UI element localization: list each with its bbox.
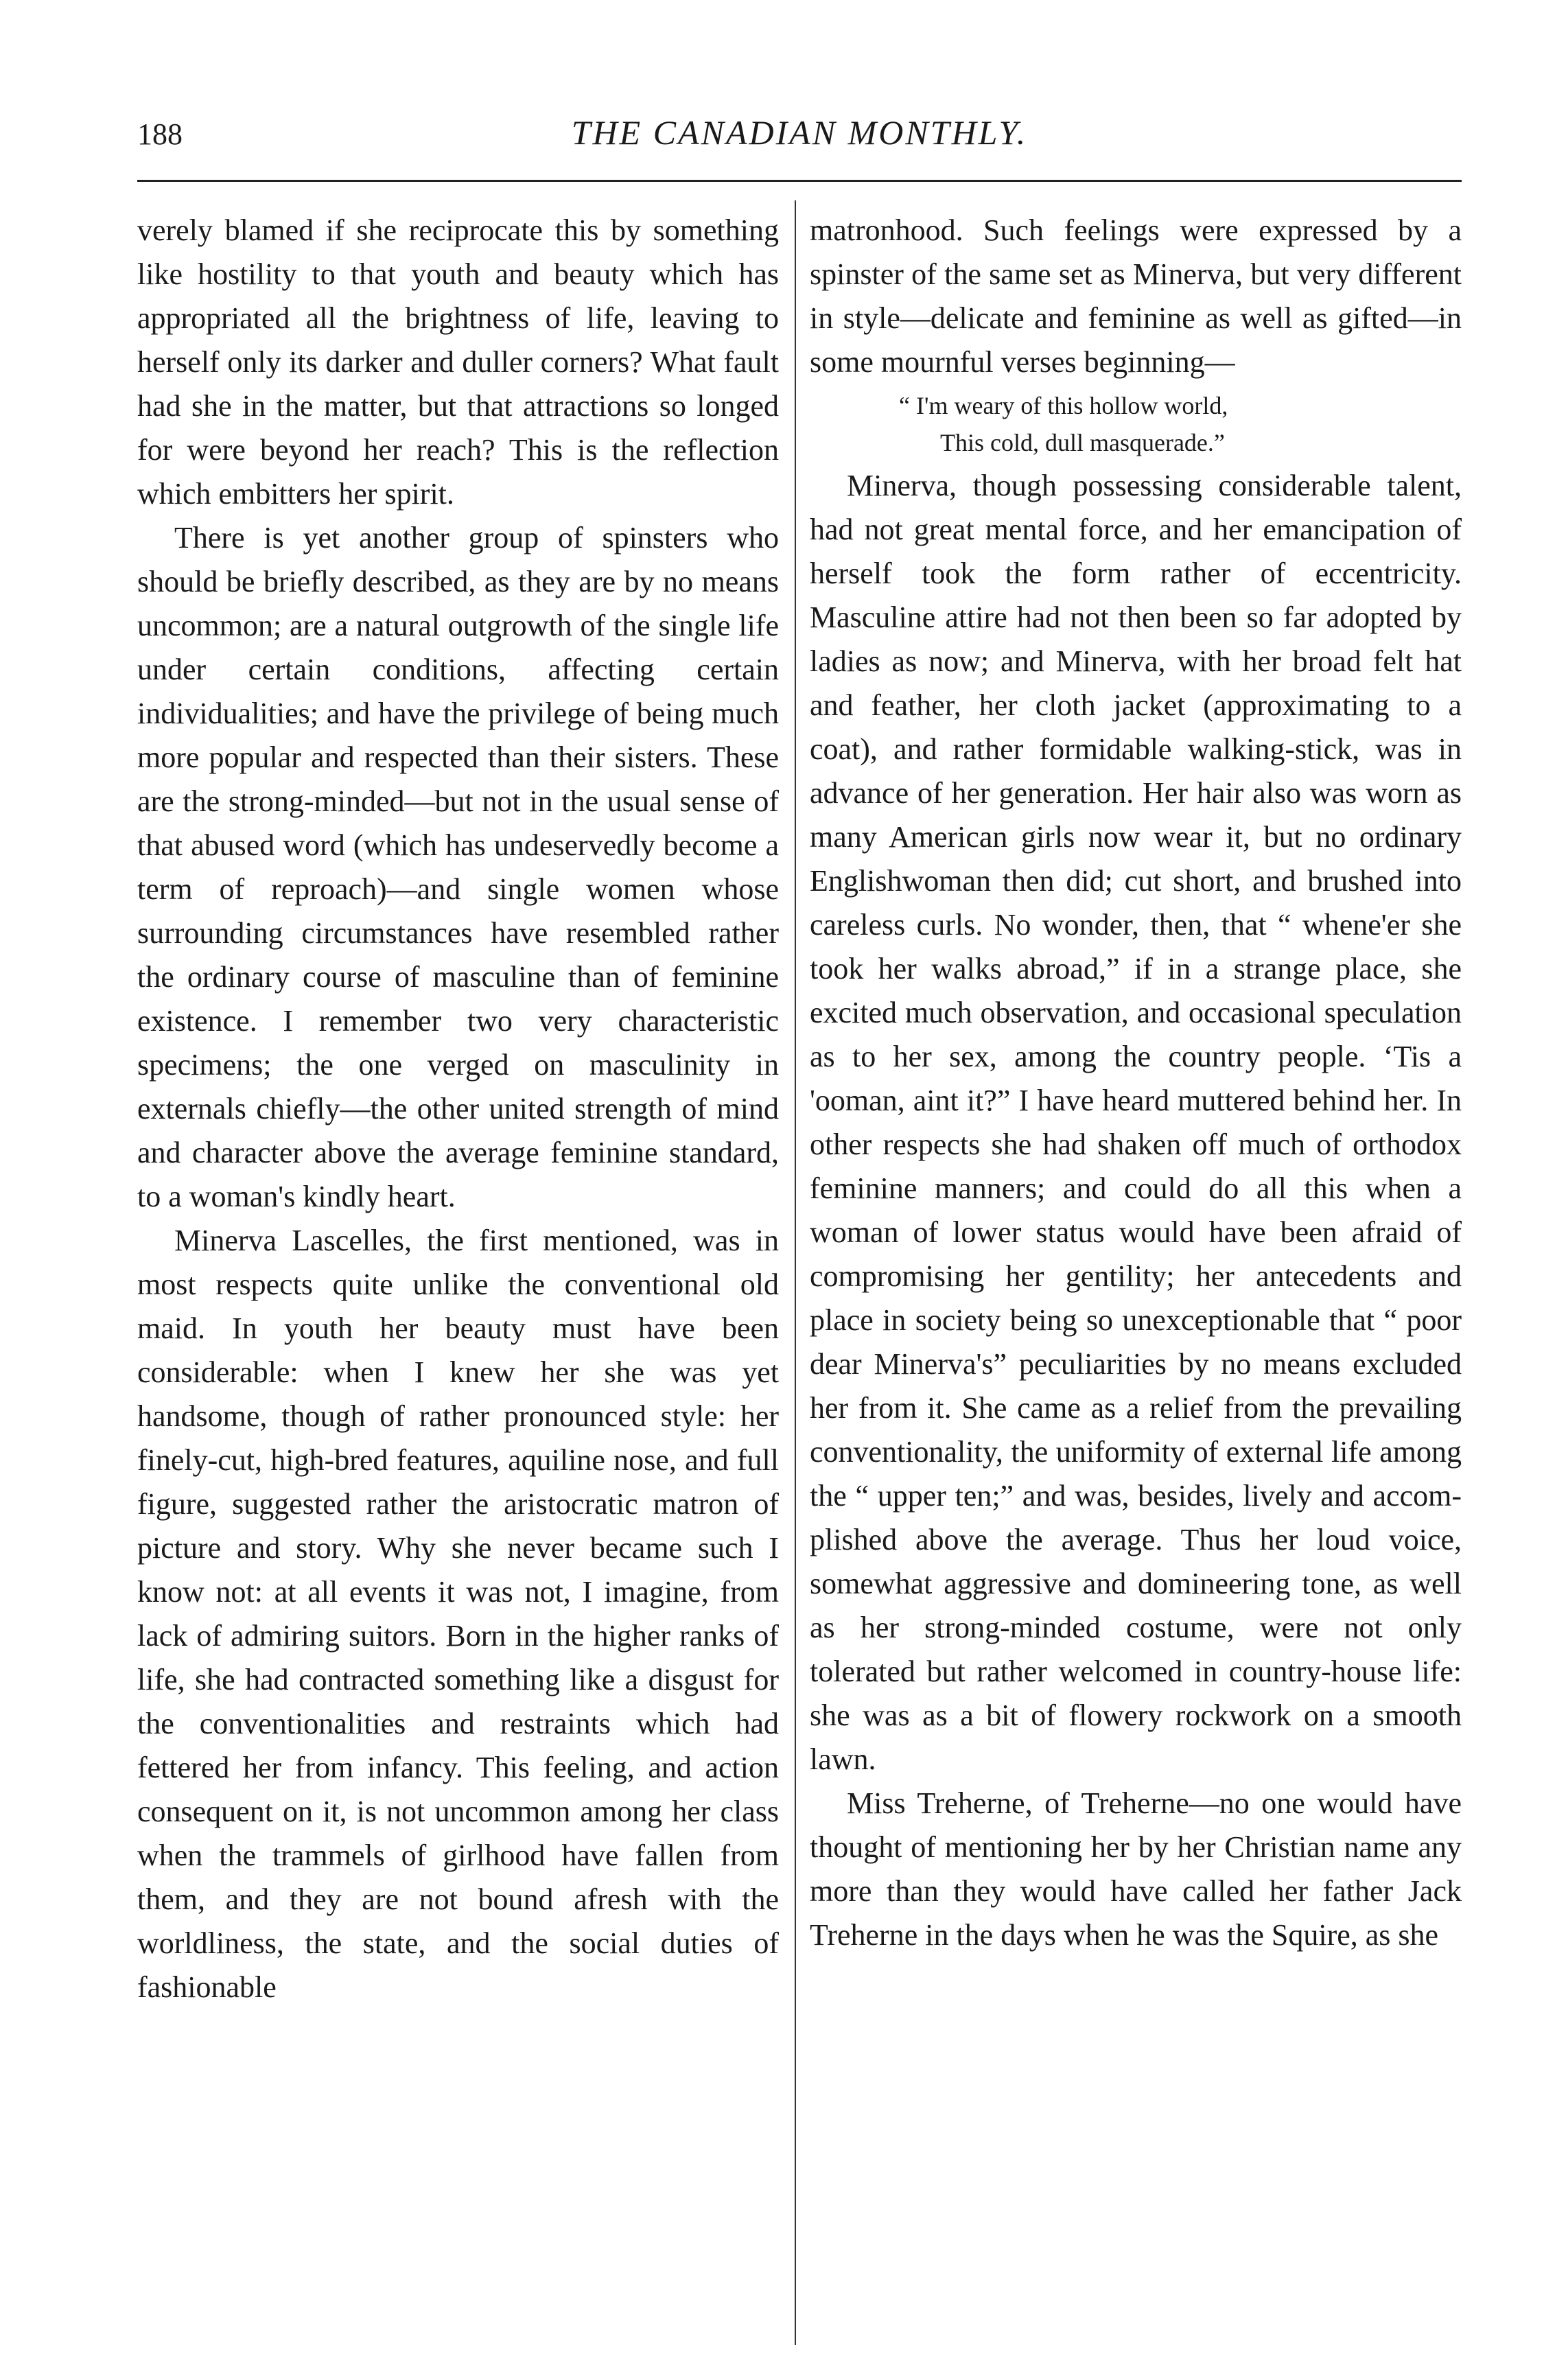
right-column [810,209,1462,1957]
verse-quote [810,387,1462,461]
paragraph: Minerva, though possessing considerable talent, had not great mental force, and her emancipation of herself took the form rather of eccentricity. Masculine attire had not then been so far adopted by ladies as now; and Minerva, with her broad felt hat and feather, her cloth jacket (approximating to a coat), and rather formidable walking-stick, was in advance of her generation. Her hair also was worn as many American girls now wear it, but no ordinary Englishwoman then did; cut short, and brushed into careless curls. No wonder, then, that “ whene'er she took her walks abroad,” if in a strange place, she excited much observation, and occasional speculation as to her sex, among the country people. ‘Tis a 'ooman, aint it?” I have heard muttered behind her. In other respects she had shaken off much of orthodox feminine manners; and could do all this when a woman of lower status would have been afraid of compromising her gentility; her antecedents and place in society being so unexceptionable that “ poor dear Minerva's” peculiarities by no means excluded her from it. She came as a relief from the prevailing conventionality, the uniformity of external life among the “ upper ten;” and was, besides, lively and accomplished above the average. Thus her loud voice, somewhat aggressive and domineering tone, as well as her strong-minded costume, were not only tolerated but rather welcomed in country-house life: she was as a bit of flowery rockwork on a smooth lawn. [810,469,1462,1776]
column-divider [795,200,796,2345]
verse-line: “ I'm weary of this hollow world, [899,392,1228,419]
verse-line: This cold, dull masquerade.” [940,429,1225,456]
left-column [137,209,779,2009]
running-head: THE CANADIAN MONTHLY. [571,113,1028,152]
paragraph: verely blamed if she reciprocate this by something like hostility to that youth and beauty which has appropriated all the brightness of life, leaving to herself only its darker and duller corners? What fault had she in the matter, but that attractions so longed for were beyond her reach? This is the reflection which embitters her spirit. [137,213,779,511]
paragraph: Miss Treherne, of Treherne—no one would have thought of mentioning her by her Christian name any more than they would have called her father Jack Treherne in the days when he was the Squire, as she [810,1786,1462,1952]
paragraph: matronhood. Such feelings were expressed by a spinster of the same set as Minerva, but very different in style—delicate and feminine as well as gifted—in some mournful verses beginning— [810,213,1462,379]
page-header [137,103,1462,158]
paragraph: Minerva Lascelles, the first mentioned, was in most respects quite unlike the conventional old maid. In youth her beauty must have been considerable: when I knew her she was yet handsome, though of rather pronounced style: her finely-cut, high-bred features, aquiline nose, and full figure, suggested rather the aristocratic matron of picture and story. Why she never became such I know not: at all events it was not, I imagine, from lack of admiring suitors. Born in the higher ranks of life, she had contracted something like a disgust for the conventionalities and restraints which had fettered her from infancy. This feeling, and action consequent on it, is not uncommon among her class when the trammels of girlhood have fallen from them, and they are not bound afresh with the worldliness, the state, and the social duties of fashionable [137,1224,779,2004]
paragraph: There is yet another group of spinsters who should be briefly described, as they are by no means uncommon; are a natural outgrowth of the single life under certain conditions, affecting certain individualities; and have the privilege of being much more popular and respected than their sisters. These are the strong-minded—but not in the usual sense of that abused word (which has undeservedly become a term of reproach)—and single women whose surrounding circumstances have resembled rather the ordinary course of masculine than of feminine existence. I remember two very characteristic specimens; the one verged on masculinity in externals chiefly—the other united strength of mind and character above the average feminine standard, to a woman's kindly heart. [137,521,779,1213]
page-number: 188 [137,117,183,151]
header-rule [137,180,1462,182]
